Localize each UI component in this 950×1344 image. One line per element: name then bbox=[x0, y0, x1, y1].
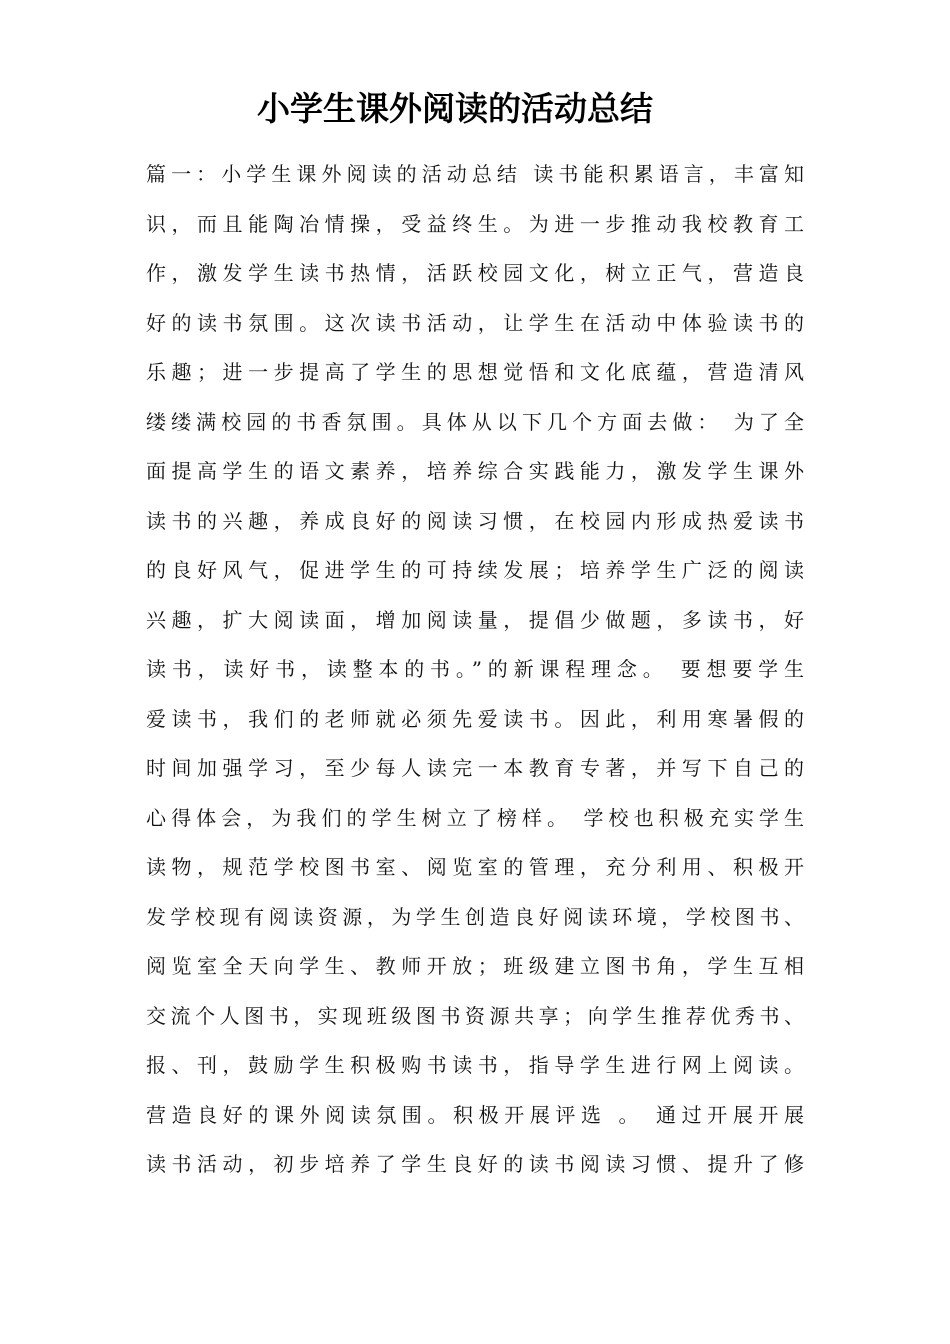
body-line: 乐趣；进一步提高了学生的思想觉悟和文化底蕴，营造清风 bbox=[146, 360, 804, 384]
body-line: 缕缕满校园的书香氛围。具体从以下几个方面去做： 为了全 bbox=[146, 409, 804, 434]
body-line: 阅览室全天向学生、教师开放；班级建立图书角，学生互相 bbox=[146, 954, 804, 978]
body-line: 篇一：小学生课外阅读的活动总结 读书能积累语言，丰富知 bbox=[146, 162, 804, 186]
body-line: 交流个人图书，实现班级图书资源共享；向学生推荐优秀书、 bbox=[146, 1003, 804, 1028]
body-line: 读物，规范学校图书室、阅览室的管理，充分利用、积极开 bbox=[146, 855, 804, 879]
document-title: 小学生课外阅读的活动总结 bbox=[257, 89, 653, 128]
body-line: 爱读书，我们的老师就必须先爱读书。因此，利用寒暑假的 bbox=[146, 706, 804, 731]
body-line: 好的读书氛围。这次读书活动，让学生在活动中体验读书的 bbox=[146, 310, 804, 335]
body-line: 的良好风气，促进学生的可持续发展；培养学生广泛的阅读 bbox=[146, 558, 804, 582]
body-line: 营造良好的课外阅读氛围。积极开展评选 。 通过开展开展 bbox=[146, 1102, 804, 1127]
body-line: 读书活动，初步培养了学生良好的读书阅读习惯、提升了修 bbox=[146, 1152, 804, 1176]
body-line: 兴趣，扩大阅读面，增加阅读量，提倡少做题，多读书，好 bbox=[146, 607, 804, 632]
body-line: 时间加强学习，至少每人读完一本教育专著，并写下自己的 bbox=[146, 756, 804, 780]
body-line: 识，而且能陶冶情操，受益终生。为进一步推动我校教育工 bbox=[146, 211, 804, 236]
body-line: 心得体会，为我们的学生树立了榜样。 学校也积极充实学生 bbox=[146, 805, 804, 830]
body-line: 发学校现有阅读资源，为学生创造良好阅读环境，学校图书、 bbox=[146, 904, 804, 929]
body-line: 报、刊，鼓励学生积极购书读书，指导学生进行网上阅读。 bbox=[146, 1053, 804, 1077]
body-line: 面提高学生的语文素养，培养综合实践能力，激发学生课外 bbox=[146, 459, 804, 483]
body-line: 作，激发学生读书热情，活跃校园文化，树立正气，营造良 bbox=[146, 261, 804, 285]
body-line: 读书的兴趣，养成良好的阅读习惯，在校园内形成热爱读书 bbox=[146, 508, 804, 533]
body-line: 读书，读好书，读整本的书。”的新课程理念。 要想要学生 bbox=[146, 657, 804, 681]
document-body bbox=[146, 150, 804, 1190]
